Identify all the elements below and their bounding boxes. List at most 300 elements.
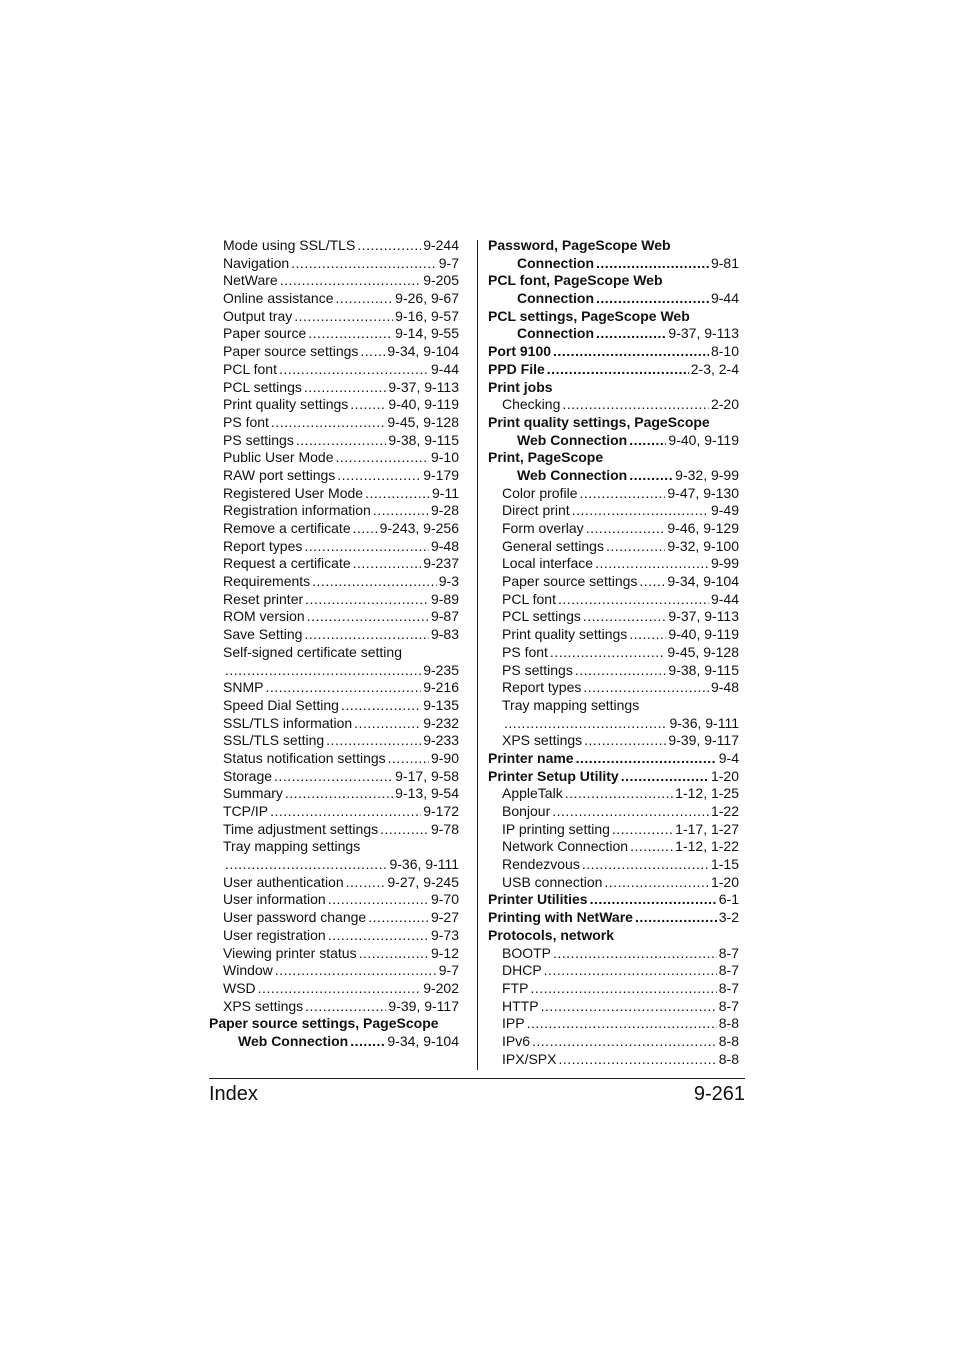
index-entry: [488, 768, 739, 786]
index-entry: [488, 732, 739, 750]
index-entry: [209, 379, 459, 397]
index-entry-term: PCL font: [223, 360, 277, 377]
dot-leader: [279, 361, 429, 379]
index-entry-term: Connection: [517, 290, 594, 307]
index-entry-page: 2-20: [710, 396, 739, 413]
index-entry: [488, 396, 739, 414]
index-entry: [209, 1033, 459, 1051]
index-entry-term: Report types: [223, 537, 303, 554]
dot-leader: [604, 874, 709, 892]
index-entry-page: 9-34, 9-104: [387, 1032, 459, 1049]
index-entry: [209, 679, 459, 697]
index-entry-page: 9-34, 9-104: [667, 573, 739, 590]
index-entry-term: User registration: [223, 926, 326, 943]
dot-leader: [304, 379, 387, 397]
dot-leader: [274, 768, 393, 786]
dot-leader: [346, 874, 386, 892]
index-entry: [488, 644, 739, 662]
index-entry-term: Printer name: [488, 749, 574, 766]
index-entry: [488, 1015, 739, 1033]
index-entry-page: 9-7: [438, 254, 459, 271]
index-entry-page: 1-15: [710, 856, 739, 873]
dot-leader: [350, 396, 386, 414]
index-entry-term: PCL settings: [502, 608, 581, 625]
index-entry-term: Mode using SSL/TLS: [223, 237, 356, 253]
index-entry: [209, 909, 459, 927]
index-entry: [209, 838, 459, 856]
index-entry-term: Tray mapping settings: [502, 696, 640, 713]
index-entry-page: 8-10: [710, 343, 739, 360]
index-entry: [488, 538, 739, 556]
index-entry: [488, 272, 739, 290]
index-entry-page: 9-83: [430, 626, 459, 643]
index-entry-page: 9-16, 9-57: [395, 307, 459, 324]
dot-leader: [380, 821, 429, 839]
index-entry: [488, 803, 739, 821]
dot-leader: [575, 662, 667, 680]
index-entry-page: 9-89: [430, 590, 459, 607]
index-entry-term: Viewing printer status: [223, 944, 357, 961]
index-entry: [488, 325, 739, 343]
index-entry: [488, 555, 739, 573]
index-entry-term: Rendezvous: [502, 856, 580, 873]
dot-leader: [308, 325, 393, 343]
dot-leader: [583, 608, 667, 626]
index-entry: [209, 715, 459, 733]
index-entry: [209, 697, 459, 715]
dot-leader: [547, 361, 689, 379]
index-entry-page: 9-237: [423, 555, 459, 572]
index-entry-page: 1-12, 1-25: [675, 785, 739, 802]
index-entry-page: 9-45, 9-128: [667, 643, 739, 660]
index-entry: [209, 874, 459, 892]
dot-leader: [305, 591, 429, 609]
dot-leader: [271, 414, 385, 432]
index-entry-term: USB connection: [502, 873, 603, 890]
dot-leader: [590, 891, 717, 909]
dot-leader: [639, 573, 665, 591]
index-entry: [488, 520, 739, 538]
index-entry-page: 9-44: [710, 290, 739, 307]
index-entry-term: Registered User Mode: [223, 484, 364, 501]
index-entry: [209, 626, 459, 644]
index-entry: [209, 520, 459, 538]
index-entry-page: 9-46, 9-129: [667, 520, 739, 536]
index-entry: [488, 432, 739, 450]
index-entry-page: 9-13, 9-54: [395, 785, 459, 802]
index-entry-term: NetWare: [223, 272, 278, 289]
index-entry: [209, 803, 459, 821]
index-entry: [488, 1051, 739, 1069]
index-entry-page: 9-99: [710, 555, 739, 572]
dot-leader: [368, 909, 429, 927]
index-entry-term: Web Connection: [517, 431, 628, 448]
index-entry: [209, 502, 459, 520]
index-entry-page: 9-37, 9-113: [668, 325, 739, 342]
index-entry: [488, 715, 739, 733]
dot-leader: [558, 591, 709, 609]
index-entry: [209, 608, 459, 626]
index-entry-term: Public User Mode: [223, 449, 334, 466]
index-entry-page: 9-40, 9-119: [388, 396, 459, 413]
index-entry: [209, 538, 459, 556]
index-entry-term: Time adjustment settings: [223, 820, 379, 837]
index-entry-term: Online assistance: [223, 290, 334, 307]
index-entry-page: 1-20: [710, 873, 739, 890]
index-entry-page: 9-37, 9-113: [668, 608, 739, 625]
index-entry: [209, 467, 459, 485]
index-entry: [209, 891, 459, 909]
index-entry: [209, 732, 459, 750]
dot-leader: [326, 732, 421, 750]
index-entry: [209, 573, 459, 591]
index-entry-term: Form overlay: [502, 520, 584, 536]
index-entry-page: 9-70: [430, 891, 459, 908]
index-entry-page: 9-39, 9-117: [668, 732, 739, 749]
dot-leader: [576, 750, 717, 768]
dot-leader: [553, 343, 709, 361]
index-entry: [488, 608, 739, 626]
index-entry: [209, 414, 459, 432]
dot-leader: [596, 255, 709, 273]
index-entry-page: 2-3, 2-4: [690, 360, 739, 377]
index-entry-page: 9-27: [430, 909, 459, 926]
index-entry: [209, 591, 459, 609]
index-entry-page: 9-36, 9-111: [669, 714, 739, 731]
dot-leader: [572, 502, 709, 520]
dot-leader: [275, 962, 437, 980]
index-entry: [488, 891, 739, 909]
dot-leader: [304, 626, 429, 644]
index-entry: [209, 432, 459, 450]
index-entry-term: Connection: [517, 254, 594, 271]
index-entry: [209, 750, 459, 768]
index-entry-page: 9-44: [710, 590, 739, 607]
index-entry-page: 9-172: [423, 803, 459, 819]
dot-leader: [635, 909, 717, 927]
index-entry-term: Status notification settings: [223, 749, 386, 766]
dot-leader: [354, 715, 421, 733]
index-entry: [209, 998, 459, 1016]
index-entry-term: Printing with NetWare: [488, 909, 633, 926]
index-entry-page: 9-39, 9-117: [388, 997, 459, 1014]
dot-leader: [336, 290, 394, 308]
index-entry-page: 9-32, 9-99: [675, 466, 739, 483]
index-entry-term: PCL font: [502, 590, 556, 607]
dot-leader: [353, 555, 422, 573]
footer-page-number: 9-261: [693, 1083, 745, 1105]
index-entry-term: General settings: [502, 537, 604, 554]
index-entry: [488, 1033, 739, 1051]
dot-leader: [532, 1033, 717, 1051]
index-entry-term: IPP: [502, 1015, 525, 1032]
index-entry-term: Local interface: [502, 555, 594, 572]
dot-leader: [225, 856, 387, 874]
index-entry: [488, 361, 739, 379]
index-entry-term: Paper source settings: [223, 343, 359, 360]
index-entry-term: SNMP: [223, 679, 264, 696]
dot-leader: [583, 679, 709, 697]
index-entry: [488, 591, 739, 609]
index-entry-page: 9-38, 9-115: [668, 661, 739, 678]
index-entry-page: 1-22: [710, 803, 739, 819]
index-entry-term: PCL font, PageScope Web: [488, 272, 663, 289]
index-entry-term: PS settings: [502, 661, 573, 678]
index-entry: [488, 467, 739, 485]
index-entry-page: 8-7: [718, 944, 739, 961]
dot-leader: [258, 980, 422, 998]
dot-leader: [629, 626, 666, 644]
dot-leader: [586, 520, 666, 538]
index-entry: [488, 485, 739, 503]
index-entry-page: 9-44: [430, 360, 459, 377]
index-entry-term: Output tray: [223, 307, 293, 324]
dot-leader: [630, 838, 673, 856]
index-entry-page: 1-20: [710, 767, 739, 784]
index-entry-page: 9-47, 9-130: [667, 484, 739, 501]
index-entry-term: Remove a certificate: [223, 520, 351, 536]
dot-leader: [558, 1051, 716, 1069]
index-entry-page: 9-45, 9-128: [387, 413, 459, 430]
index-entry: [209, 856, 459, 874]
index-entry-term: Print quality settings: [223, 396, 349, 413]
dot-leader: [552, 803, 709, 821]
dot-leader: [360, 343, 385, 361]
index-entry-term: Summary: [223, 785, 283, 802]
index-entry-term: Bonjour: [502, 803, 551, 819]
index-entry-page: 9-202: [423, 979, 459, 996]
index-entry-term: PPD File: [488, 360, 545, 377]
dot-leader: [337, 467, 421, 485]
index-entry-page: 9-243, 9-256: [379, 520, 459, 536]
index-entry-term: Print, PageScope: [488, 449, 604, 466]
dot-leader: [612, 821, 673, 839]
dot-leader: [336, 449, 429, 467]
index-entry-term: Speed Dial Setting: [223, 696, 339, 713]
index-entry-term: Protocols, network: [488, 926, 615, 943]
dot-leader: [565, 785, 673, 803]
index-entry-term: PS settings: [223, 431, 294, 448]
index-entry: [488, 449, 739, 467]
dot-leader: [294, 308, 393, 326]
index-entry-term: PCL settings: [223, 378, 302, 395]
index-entry-page: 9-205: [423, 272, 459, 289]
index-entry-page: 1-12, 1-22: [675, 838, 739, 855]
dot-leader: [304, 538, 429, 556]
index-entry-term: Printer Setup Utility: [488, 767, 619, 784]
dot-leader: [629, 467, 673, 485]
index-entry: [488, 927, 739, 945]
index-entry: [488, 998, 739, 1016]
index-entry-term: TCP/IP: [223, 803, 269, 819]
dot-leader: [296, 432, 387, 450]
index-entry-page: 9-32, 9-100: [667, 537, 739, 554]
index-entry: [209, 308, 459, 326]
dot-leader: [373, 502, 429, 520]
dot-leader: [621, 768, 709, 786]
index-entry: [488, 379, 739, 397]
index-entry-page: 6-1: [718, 891, 739, 908]
index-entry: [488, 980, 739, 998]
index-entry: [488, 626, 739, 644]
index-entry-page: 1-17, 1-27: [675, 820, 739, 837]
index-entry-term: Paper source settings, PageScope: [209, 1015, 439, 1032]
index-entry-term: Report types: [502, 679, 582, 696]
index-entry-term: IPX/SPX: [502, 1050, 557, 1067]
index-entry-page: 9-12: [430, 944, 459, 961]
dot-leader: [353, 520, 378, 538]
index-entry-page: 3-2: [718, 909, 739, 926]
index-entry-page: 9-233: [423, 732, 459, 749]
index-entry-term: PS font: [502, 643, 548, 660]
dot-leader: [584, 732, 666, 750]
index-entry: [488, 308, 739, 326]
index-entry-page: 9-48: [430, 537, 459, 554]
index-entry-term: Save Setting: [223, 626, 303, 643]
index-entry-page: 9-235: [423, 661, 459, 678]
dot-leader: [606, 538, 665, 556]
index-entry-term: Window: [223, 962, 273, 979]
index-entry: [488, 237, 739, 255]
index-entry-term: Color profile: [502, 484, 578, 501]
dot-leader: [365, 485, 430, 503]
index-entry: [488, 874, 739, 892]
dot-leader: [541, 998, 717, 1016]
index-entry-term: SSL/TLS setting: [223, 732, 325, 749]
index-entry-page: 8-7: [718, 997, 739, 1014]
index-entry-term: Storage: [223, 767, 273, 784]
index-entry-term: PCL settings, PageScope Web: [488, 307, 690, 324]
index-entry-term: Web Connection: [517, 466, 628, 483]
index-entry: [209, 272, 459, 290]
index-entry-page: 9-90: [430, 749, 459, 766]
index-entry-page: 9-26, 9-67: [395, 290, 459, 307]
dot-leader: [305, 998, 386, 1016]
index-entry-term: IPv6: [502, 1032, 531, 1049]
index-entry-term: IP printing setting: [502, 820, 610, 837]
index-entry-page: 9-28: [430, 502, 459, 519]
index-entry-page: 9-179: [423, 466, 459, 483]
dot-leader: [270, 803, 421, 821]
index-entry-term: Network Connection: [502, 838, 629, 855]
index-entry: [209, 343, 459, 361]
index-entry-page: 9-17, 9-58: [395, 767, 459, 784]
index-entry-term: Checking: [502, 396, 561, 413]
index-entry-page: 9-49: [710, 502, 739, 519]
dot-leader: [527, 1015, 717, 1033]
index-entry-term: XPS settings: [223, 997, 304, 1014]
index-entry-page: 9-78: [430, 820, 459, 837]
index-entry-term: AppleTalk: [502, 785, 563, 802]
index-entry-page: 9-232: [423, 714, 459, 731]
index-entry-term: WSD: [223, 979, 256, 996]
index-entry: [209, 768, 459, 786]
dot-leader: [388, 750, 429, 768]
dot-leader: [544, 962, 717, 980]
index-entry-page: 9-37, 9-113: [388, 378, 459, 395]
index-entry-term: SSL/TLS information: [223, 714, 353, 731]
dot-leader: [562, 396, 709, 414]
index-entry: [209, 290, 459, 308]
index-entry: [209, 361, 459, 379]
index-entry-term: User password change: [223, 909, 367, 926]
dot-leader: [553, 945, 717, 963]
index-entry-term: Request a certificate: [223, 555, 351, 572]
dot-leader: [285, 785, 393, 803]
index-entry: [488, 290, 739, 308]
index-entry-term: Reset printer: [223, 590, 304, 607]
index-entry-page: 8-8: [718, 1032, 739, 1049]
index-column-left: [209, 237, 459, 1051]
index-entry-page: 9-244: [423, 237, 459, 253]
index-entry-term: Port 9100: [488, 343, 552, 360]
footer-rule: [209, 1078, 745, 1079]
index-entry-term: Printer Utilities: [488, 891, 588, 908]
index-entry: [209, 1015, 459, 1033]
dot-leader: [359, 945, 429, 963]
index-entry-term: Print quality settings, PageScope: [488, 413, 710, 430]
dot-leader: [307, 608, 429, 626]
index-entry: [488, 962, 739, 980]
dot-leader: [595, 555, 709, 573]
dot-leader: [582, 856, 709, 874]
index-entry-term: Self-signed certificate setting: [223, 643, 402, 660]
dot-leader: [629, 432, 666, 450]
dot-leader: [350, 1033, 385, 1051]
index-entry: [488, 679, 739, 697]
index-entry-term: Password, PageScope Web: [488, 237, 671, 253]
index-entry: [488, 414, 739, 432]
index-entry-term: ROM version: [223, 608, 305, 625]
index-entry: [488, 750, 739, 768]
dot-leader: [550, 644, 665, 662]
index-entry-term: Connection: [517, 325, 594, 342]
dot-leader: [357, 237, 421, 255]
index-entry-page: 8-7: [718, 962, 739, 979]
index-entry-page: 9-38, 9-115: [388, 431, 459, 448]
index-entry-term: Direct print: [502, 502, 570, 519]
dot-leader: [291, 255, 437, 273]
footer-section-title: Index: [209, 1083, 258, 1105]
index-entry: [209, 325, 459, 343]
dot-leader: [312, 573, 437, 591]
dot-leader: [596, 325, 666, 343]
index-entry-term: Print jobs: [488, 378, 553, 395]
index-entry-page: 9-48: [710, 679, 739, 696]
index-entry: [209, 644, 459, 662]
index-entry: [488, 838, 739, 856]
index-entry: [488, 856, 739, 874]
index-entry-page: 8-8: [718, 1050, 739, 1067]
dot-leader: [225, 662, 421, 680]
index-entry: [209, 237, 459, 255]
dot-leader: [530, 980, 716, 998]
index-entry-page: 9-34, 9-104: [387, 343, 459, 360]
index-entry-term: User information: [223, 891, 326, 908]
dot-leader: [328, 891, 429, 909]
index-entry: [488, 343, 739, 361]
index-entry-term: Registration information: [223, 502, 371, 519]
dot-leader: [328, 927, 429, 945]
index-entry: [209, 255, 459, 273]
index-entry: [488, 785, 739, 803]
index-column-right: [488, 237, 739, 1068]
index-entry-term: Paper source settings: [502, 573, 638, 590]
index-entry-page: 9-14, 9-55: [395, 325, 459, 342]
index-entry-term: XPS settings: [502, 732, 583, 749]
index-entry-term: Tray mapping settings: [223, 838, 361, 855]
index-entry: [209, 962, 459, 980]
